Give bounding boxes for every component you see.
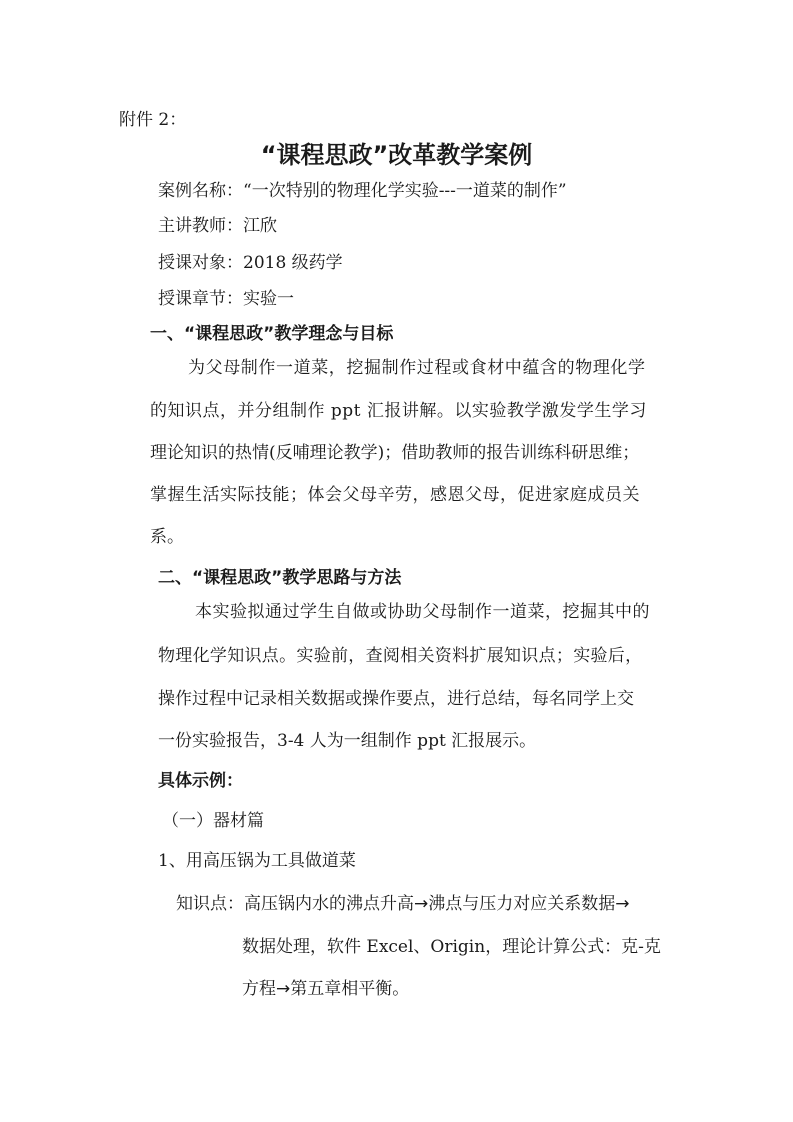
arrow-icon: → (615, 894, 630, 914)
section2-line: 本实验拟通过学生自做或协助父母制作一道菜，挖掘其中的 (195, 602, 650, 622)
section2-line: 操作过程中记录相关数据或操作要点，进行总结，每名同学上交 (158, 689, 634, 709)
section2-line: 物理化学知识点。实验前，查阅相关资料扩展知识点；实验后， (158, 646, 643, 666)
section1-heading: 一、“课程思政”教学理念与目标 (150, 324, 394, 344)
section2-line: 一份实验报告，3-4 人为一组制作 ppt 汇报展示。 (158, 731, 537, 751)
attachment-label: 附件 2： (119, 110, 187, 130)
section1-line: 为父母制作一道菜，挖掘制作过程或食材中蕴含的物理化学 (188, 358, 646, 378)
chapter: 授课章节：实验一 (158, 289, 294, 309)
knowledge-point: 沸点与压力对应关系数据 (428, 894, 616, 914)
section1-line: 理论知识的热情(反哺理论教学)；借助教师的报告训练科研思维； (150, 443, 640, 463)
audience: 授课对象：2018 级药学 (158, 253, 343, 273)
knowledge-point: 第五章相平衡。 (290, 979, 410, 999)
section1-line: 系。 (150, 527, 184, 547)
section2-heading: 二、“课程思政”教学思路与方法 (158, 568, 402, 588)
arrow-icon: → (276, 979, 291, 999)
document-title: “课程思政”改革教学案例 (260, 141, 533, 169)
knowledge-line (242, 978, 409, 1000)
teacher: 主讲教师：江欣 (158, 216, 277, 236)
knowledge-line: 数据处理，软件 Excel、Origin，理论计算公式：克-克 (242, 937, 661, 957)
examples-heading: 具体示例： (158, 771, 243, 791)
knowledge-label: 知识点： (176, 894, 244, 914)
knowledge-point: 高压锅内水的沸点升高 (244, 894, 414, 914)
example-item: 1、用高压锅为工具做道菜 (158, 851, 356, 871)
section1-line: 的知识点，并分组制作 ppt 汇报讲解。以实验教学激发学生学习 (150, 401, 647, 421)
subsection-title: （一）器材篇 (162, 811, 264, 831)
case-name: 案例名称：“一次特别的物理化学实验---一道菜的制作” (158, 181, 567, 201)
knowledge-point: 方程 (242, 979, 276, 999)
knowledge-line (176, 893, 630, 915)
section1-line: 掌握生活实际技能；体会父母辛劳，感恩父母，促进家庭成员关 (150, 485, 640, 505)
arrow-icon: → (414, 894, 429, 914)
